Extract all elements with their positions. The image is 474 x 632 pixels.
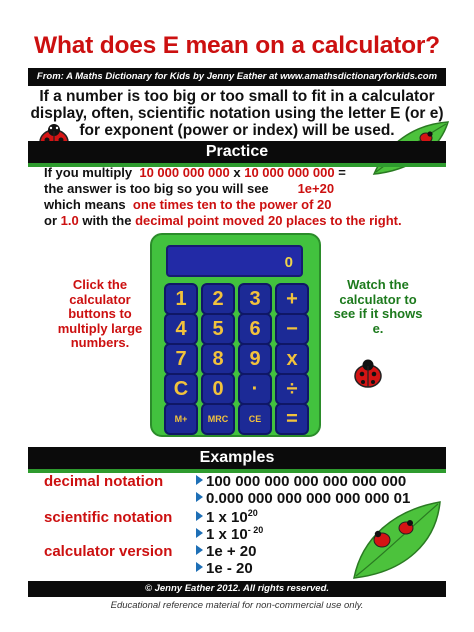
calc-key-14[interactable]: · [238, 373, 272, 405]
practice-or: or [44, 213, 57, 228]
one-point-zero: 1.0 [60, 213, 79, 228]
sci-example-2: 1 x 10 [206, 526, 248, 543]
calc-key-2[interactable]: 3 [238, 283, 272, 315]
calc-key-12[interactable]: C [164, 373, 198, 405]
calc-key-18[interactable]: CE [238, 403, 272, 435]
calc-example-1: 1e + 20 [206, 543, 257, 560]
calc-key-0[interactable]: 1 [164, 283, 198, 315]
practice-line1: If you multiply [44, 165, 133, 180]
practice-line2: the answer is too big so you will see [44, 181, 269, 196]
calc-example-2: 1e - 20 [206, 560, 253, 577]
scientific-notation-label: scientific notation [44, 509, 173, 526]
practice-with: with the [82, 213, 132, 228]
calc-key-10[interactable]: 9 [238, 343, 272, 375]
calc-key-3[interactable]: + [275, 283, 309, 315]
arrow-icon [196, 545, 203, 555]
calc-key-7[interactable]: − [275, 313, 309, 345]
meaning-text: one times ten to the power of 20 [132, 197, 332, 212]
scientific-examples [196, 509, 263, 543]
calc-key-15[interactable]: ÷ [275, 373, 309, 405]
decimal-notation-label: decimal notation [44, 473, 164, 490]
sci-exponent-2: - 20 [247, 525, 264, 535]
calc-key-16[interactable]: M+ [164, 403, 198, 435]
ladybug-icon [348, 356, 388, 392]
arrow-icon [196, 492, 203, 502]
equals-sign: = [338, 165, 346, 180]
decimal-example-2: 0.000 000 000 000 000 000 01 [206, 490, 411, 507]
source-banner: From: A Maths Dictionary for Kids by Jenny Eather at www.amathsdictionaryforkids.com [28, 68, 446, 86]
calc-key-5[interactable]: 5 [201, 313, 235, 345]
calc-key-17[interactable]: MRC [201, 403, 235, 435]
arrow-icon [196, 562, 203, 572]
calc-key-1[interactable]: 2 [201, 283, 235, 315]
calculator-display: 0 [166, 245, 303, 277]
calc-key-6[interactable]: 6 [238, 313, 272, 345]
calculator [150, 233, 321, 437]
arrow-icon [196, 475, 203, 485]
practice-line3: which means [44, 197, 126, 212]
calculator-examples [196, 543, 256, 577]
left-note: Click the calculator buttons to multiply large numbers. [57, 277, 143, 350]
calc-key-8[interactable]: 7 [164, 343, 198, 375]
factor-1: 10 000 000 000 [139, 165, 230, 180]
practice-heading: Practice [28, 141, 446, 163]
decimal-moved-text: decimal point moved 20 places to the right. [135, 213, 402, 228]
right-note: Watch the calculator to see if it shows e. [333, 277, 423, 336]
result-e-notation: 1e+20 [297, 181, 335, 196]
calculator-version-label: calculator version [44, 543, 173, 560]
examples-heading: Examples [28, 447, 446, 469]
footer-note: Educational reference material for non-commercial use only. [110, 600, 364, 611]
factor-2: 10 000 000 000 [244, 165, 335, 180]
arrow-icon [196, 528, 203, 538]
arrow-icon [196, 511, 203, 521]
page-title: What does E mean on a calculator? [34, 32, 440, 59]
times-sign: x [233, 165, 241, 180]
leaf-icon [348, 498, 446, 580]
calc-key-9[interactable]: 8 [201, 343, 235, 375]
copyright-banner: © Jenny Eather 2012. All rights reserved. [28, 581, 446, 597]
calc-key-11[interactable]: x [275, 343, 309, 375]
sci-exponent-1: 20 [247, 508, 258, 518]
calc-key-19[interactable]: = [275, 403, 309, 435]
calc-key-13[interactable]: 0 [201, 373, 235, 405]
intro-text: If a number is too big or too small to fit in a calculator display, often, scientific notation using the letter E (or e) for exponent (power or index) will be used. [30, 88, 444, 139]
sci-example-1: 1 x 10 [206, 509, 248, 526]
practice-text [44, 165, 444, 229]
decimal-example-1: 100 000 000 000 000 000 000 [206, 473, 407, 490]
calc-key-4[interactable]: 4 [164, 313, 198, 345]
